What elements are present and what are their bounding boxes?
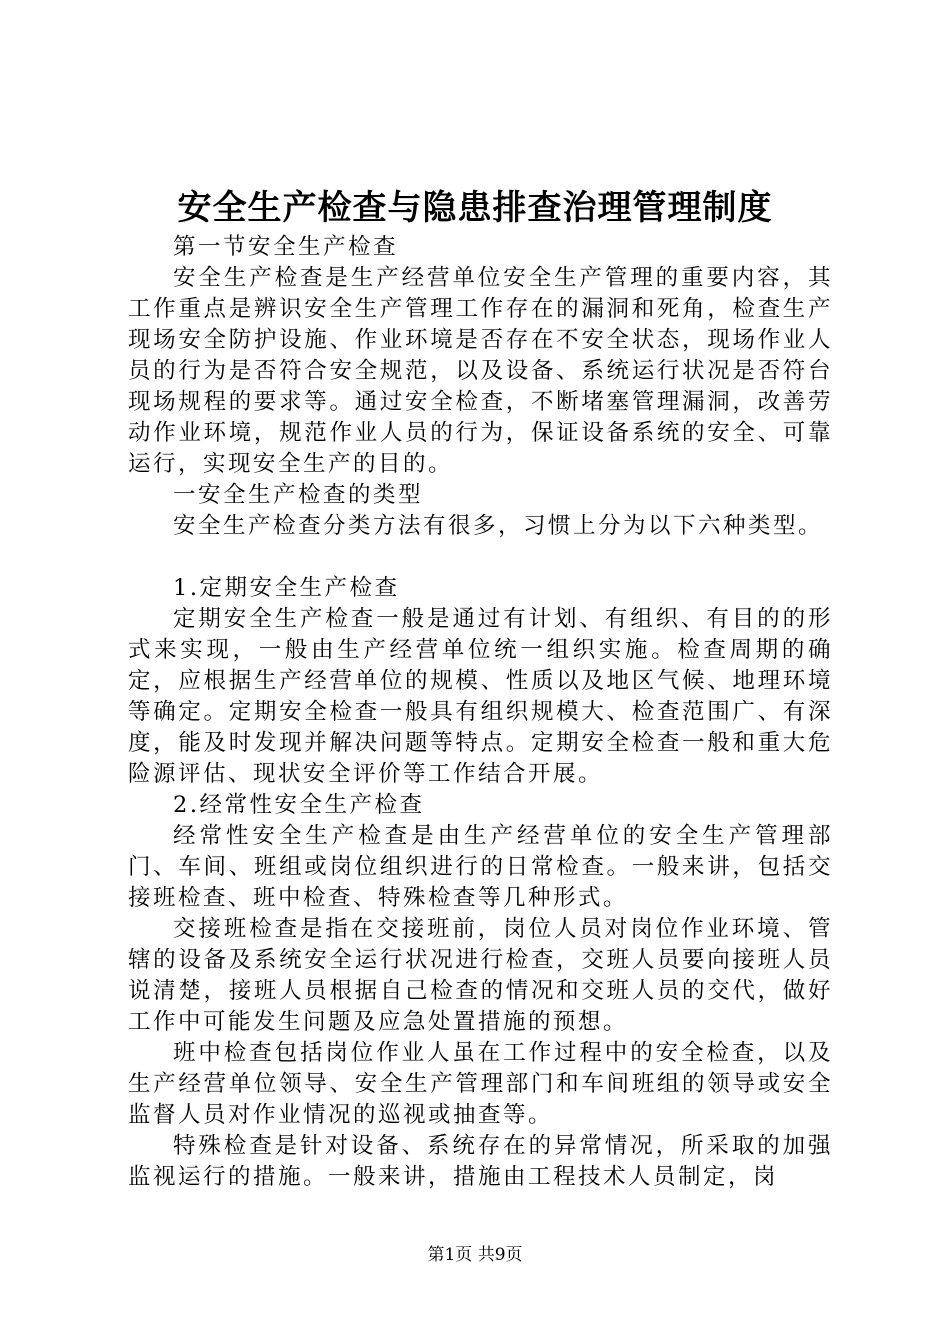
paragraph: 经常性安全生产检查是由生产经营单位的安全生产管理部门、车间、班组或岗位组织进行的日常检查。一般来讲，包括交接班检查、班中检查、特殊检查等几种形式。	[128, 823, 833, 911]
paragraph: 交接班检查是指在交接班前，岗位人员对岗位作业环境、管辖的设备及系统安全运行状况进行检查，交班人员要向接班人员说清楚，接班人员根据自己检查的情况和交班人员的交代，做好工作中可能发生问题及应急处置措施的预想。	[128, 916, 833, 1035]
paragraph: 定期安全生产检查一般是通过有计划、有组织、有目的的形式来实现，一般由生产经营单位统一组织实施。检查周期的确定，应根据生产经营单位的规模、性质以及地区气候、地理环境等确定。定期安全检查一般具有组织规模大、检查范围广、有深度，能及时发现并解决问题等特点。定期安全检查一般和重大危险源评估、现状安全评价等工作结合开展。	[128, 606, 833, 787]
document-body	[128, 232, 833, 1193]
paragraph: 安全生产检查是生产经营单位安全生产管理的重要内容，其工作重点是辨识安全生产管理工作存在的漏洞和死角，检查生产现场安全防护设施、作业环境是否存在不安全状态，现场作业人员的行为是否符合安全规范，以及设备、系统运行状况是否符台现场规程的要求等。通过安全检查，不断堵塞管理漏洞，改善劳动作业环境，规范作业人员的行为，保证设备系统的安全、可靠运行，实现安全生产的目的。	[128, 265, 833, 477]
subsection-heading: 一安全生产检查的类型	[173, 482, 424, 508]
page-footer: 第1页 共9页	[427, 1245, 523, 1265]
paragraph: 特殊检查是针对设备、系统存在的异常情况，所采取的加强监视运行的措施。一般来讲，措施由工程技术人员制定，岗	[128, 1133, 833, 1190]
document-title: 安全生产检查与隐患排查治理管理制度	[177, 188, 773, 228]
subsection-heading: 2.经常性安全生产检查	[173, 792, 425, 818]
paragraph: 安全生产检查分类方法有很多，习惯上分为以下六种类型。	[173, 513, 824, 539]
paragraph: 班中检查包括岗位作业人虽在工作过程中的安全检查，以及生产经营单位领导、安全生产管理部门和车间班组的领导或安全监督人员对作业情况的巡视或抽查等。	[128, 1040, 833, 1128]
subsection-heading: 1.定期安全生产检查	[173, 575, 400, 601]
section-heading: 第一节安全生产检查	[173, 234, 399, 260]
